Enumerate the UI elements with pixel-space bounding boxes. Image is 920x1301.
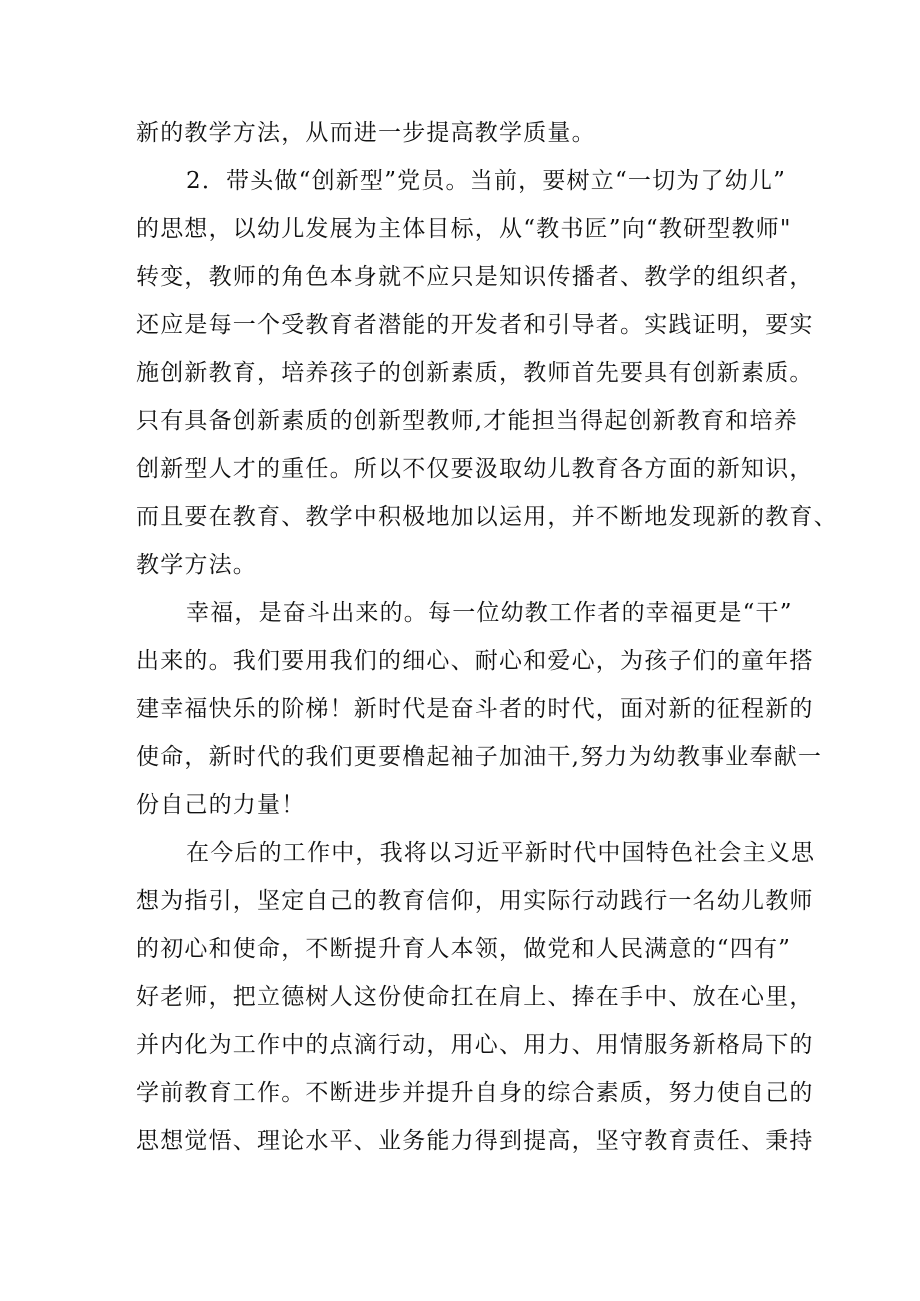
text-line: 思想觉悟、理论水平、业务能力得到提高，坚守教育责任、秉持 xyxy=(136,1128,814,1154)
text-line: 教学方法。 xyxy=(136,552,257,578)
text-line: 出来的。我们要用我们的细心、耐心和爱心，为孩子们的童年搭 xyxy=(136,648,814,674)
text-line: 的思想，以幼儿发展为主体目标，从“教书匠”向“教研型教师" xyxy=(136,216,792,242)
text-line: 并内化为工作中的点滴行动，用心、用力、用情服务新格局下的 xyxy=(136,1032,814,1058)
text-line: 幸福，是奋斗出来的。每一位幼教工作者的幸福更是“干” xyxy=(186,600,793,626)
text-line: 还应是每一个受教育者潜能的开发者和引导者。实践证明，要实 xyxy=(136,312,814,338)
text-line: 份自己的力量！ xyxy=(136,792,306,818)
text-line: 的初心和使命，不断提升育人本领，做党和人民满意的“四有” xyxy=(136,936,792,962)
text-line: 创新型人才的重任。所以不仅要汲取幼儿教育各方面的新知识， xyxy=(136,456,814,482)
text-line: 施创新教育，培养孩子的创新素质，教师首先要具有创新素质。 xyxy=(136,360,814,386)
text-line: 使命，新时代的我们更要橹起袖子加油干,努力为幼教事业奉献一 xyxy=(136,744,823,770)
text-line: 只有具备创新素质的创新型教师,才能担当得起创新教育和培养 xyxy=(136,408,798,434)
text-line: 转变，教师的角色本身就不应只是知识传播者、教学的组织者， xyxy=(136,264,814,290)
text-line: 建幸福快乐的阶梯！新时代是奋斗者的时代，面对新的征程新的 xyxy=(136,696,814,722)
text-line: 好老师，把立德树人这份使命扛在肩上、捧在手中、放在心里， xyxy=(136,984,814,1010)
text-line: 在今后的工作中，我将以习近平新时代中国特色社会主义思 xyxy=(186,840,816,866)
text-line: 2．带头做“创新型”党员。当前，要树立“一切为了幼儿” xyxy=(186,168,787,194)
text-line: 新的教学方法，从而进一步提高教学质量。 xyxy=(136,120,596,146)
text-line: 学前教育工作。不断进步并提升自身的综合素质，努力使自己的 xyxy=(136,1080,814,1106)
text-line: 而且要在教育、教学中积极地加以运用，并不断地发现新的教育、 xyxy=(136,504,838,530)
text-line: 想为指引，坚定自己的教育信仰，用实际行动践行一名幼儿教师 xyxy=(136,888,814,914)
